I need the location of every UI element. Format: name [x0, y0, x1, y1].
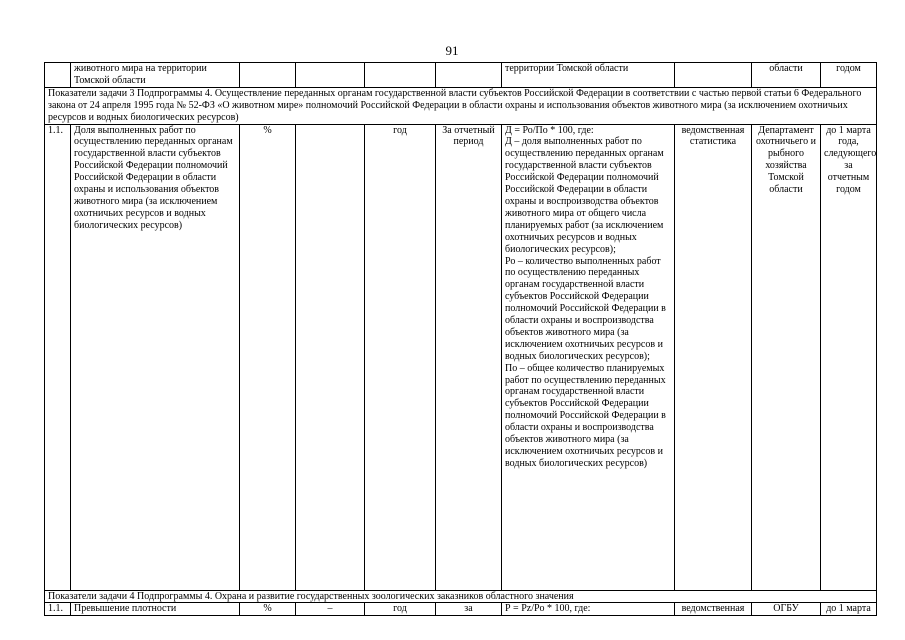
cell-deadline: до 1 марта года, следующего за отчетным годом: [821, 124, 877, 590]
cell-period: за: [436, 603, 502, 616]
cell-num: 1.1.: [45, 603, 71, 616]
cell-source: ведомственная статистика: [675, 124, 752, 590]
cell-formula: территории Томской области: [502, 63, 675, 88]
page-number: 91: [445, 43, 459, 58]
cell-source: ведомственная: [675, 603, 752, 616]
cell-formula: Р = Pz/Po * 100, где:: [502, 603, 675, 616]
cell-unit: %: [240, 124, 296, 590]
table-row: [45, 124, 877, 590]
cell-responsible: ОГБУ: [752, 603, 821, 616]
cell-responsible: Департамент охотничьего и рыбного хозяйства Томской области: [752, 124, 821, 590]
cell-periodicity: год: [365, 603, 436, 616]
cell-num: 1.1.: [45, 124, 71, 590]
section-4-title: Показатели задачи 4 Подпрограммы 4. Охрана и развитие государственных зоологических заказников областного значения: [45, 590, 877, 603]
section-header-row: [45, 590, 877, 603]
cell-indicator-name: Доля выполненных работ по осуществлению переданных органам государственной власти субъектов Российской Федерации полномочий Российской Федерации в области охраны и использования объектов животного мира (за исключением охотничьих ресурсов и водных биологических ресурсов): [71, 124, 240, 590]
table-row: [45, 603, 877, 616]
section-3-title: Показатели задачи 3 Подпрограммы 4. Осуществление переданных органам государственной власти субъектов Российской Федерации в соответствии с частью первой статьи 6 Федерального закона от 24 апреля 1995 года № 52-ФЗ «О животном мире» полномочий Российской Федерации в области охраны и использования объектов животного мира (за исключением охотничьих ресурсов и водных биологических ресурсов): [45, 87, 877, 124]
cell-deadline: до 1 марта: [821, 603, 877, 616]
cell-deadline: годом: [821, 63, 877, 88]
cell-period: За отчетный период: [436, 124, 502, 590]
cell-indicator-name: Превышение плотности: [71, 603, 240, 616]
cell-dash: –: [296, 603, 365, 616]
cell-responsible: области: [752, 63, 821, 88]
cell-formula: Д = Ро/По * 100, где: Д – доля выполненных работ по осуществлению переданных органам государственной власти субъектов Российской Федерации полномочий Российской Федерации в области охраны и воспроизводства объектов животного мира от общего числа планируемых работ (за исключением охотничьих ресурсов и водных биологических ресурсов); Ро – количество выполненных работ по осуществлению переданных органам государственной власти субъектов Российской Федерации полномочий Российской Федерации в области охраны и воспроизводства объектов животного мира (за исключением охотничьих ресурсов и водных биологических ресурсов); По – общее количество планируемых работ по осуществлению переданных органам государственной власти субъектов Российской Федерации полномочий Российской Федерации в области охраны и воспроизводства объектов животного мира (за исключением охотничьих ресурсов и водных биологических ресурсов): [502, 124, 675, 590]
indicators-table: [44, 62, 877, 616]
cell-periodicity: год: [365, 124, 436, 590]
table-row: [45, 63, 877, 88]
cell-num: [45, 63, 71, 88]
cell-indicator-name: животного мира на территории Томской области: [71, 63, 240, 88]
cell-dash: [296, 124, 365, 590]
section-header-row: [45, 87, 877, 124]
cell-unit: %: [240, 603, 296, 616]
